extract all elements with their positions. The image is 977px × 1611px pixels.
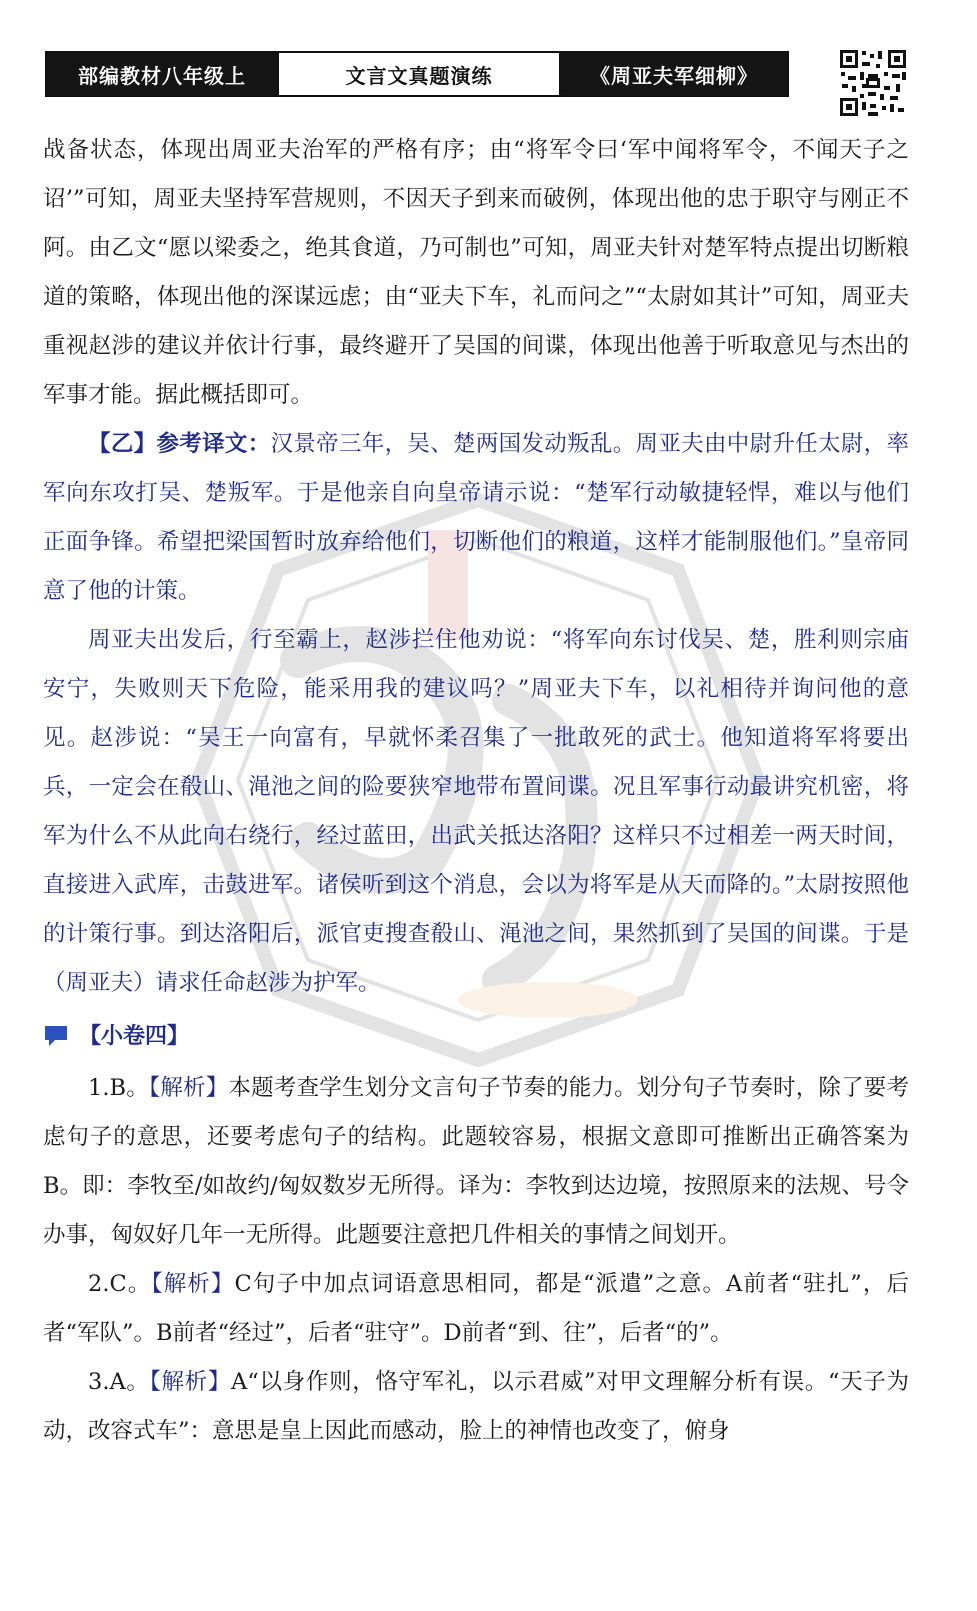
translation-paragraph-2: 周亚夫出发后，行至霸上，赵涉拦住他劝说：“将军向东讨伐吴、楚，胜利则宗庙安宁，失败则天下危险，能采用我的建议吗？”周亚夫下车，以礼相待并询问他的意见。赵涉说：“吴王一向富有，早就怀柔召集了一批敢死的武士。他知道将军将要出兵，一定会在殽山、渑池之间的险要狭窄地带布置间谍。况且军事行动最讲究机密，将军为什么不从此向右绕行，经过蓝田，出武关抵达洛阳？这样只不过相差一两天时间，直接进入武库，击鼓进军。诸侯听到这个消息，会以为将军是从天而降的。”太尉按照他的计策行事。到达洛阳后，派官吏搜查殽山、渑池之间，果然抓到了吴国的间谍。于是（周亚夫）请求任命赵涉为护军。 xyxy=(43,627,909,996)
answer-tag: 【解析】 xyxy=(149,1369,232,1395)
answer-3 xyxy=(43,1358,909,1456)
answer-number: 2.C。 xyxy=(88,1271,152,1297)
page-header xyxy=(45,51,789,97)
document-body xyxy=(43,126,909,1456)
answer-text: 本题考查学生划分文言句子节奏的能力。划分句子节奏时，除了要考虑句子的意思，还要考虑句子的结构。此题较容易，根据文意即可推断出正确答案为B。即：李牧至/如故约/匈奴数岁无所得。译为：李牧到达边境，按照原来的法规、号令办事，匈奴好几年一无所得。此题要注意把几件相关的事情之间划开。 xyxy=(43,1075,909,1248)
answer-2 xyxy=(43,1260,909,1358)
section-heading xyxy=(43,1012,909,1060)
header-left: 部编教材八年级上 xyxy=(47,53,277,95)
header-right: 《周亚夫军细柳》 xyxy=(561,53,787,95)
header-center: 文言文真题演练 xyxy=(277,53,561,95)
chat-bubble-icon xyxy=(43,1024,69,1048)
qr-code-icon xyxy=(838,48,908,118)
translation-text-1: 汉景帝三年，吴、楚两国发动叛乱。周亚夫由中尉升任太尉，率军向东攻打吴、楚叛军。于是他亲自向皇帝请示说：“楚军行动敏捷轻悍，难以与他们正面争锋。希望把梁国暂时放弃给他们，切断他们的粮道，这样才能制服他们。”皇帝同意了他的计策。 xyxy=(43,431,909,604)
analysis-paragraph: 战备状态，体现出周亚夫治军的严格有序；由“将军令曰‘军中闻将军令，不闻天子之诏’”可知，周亚夫坚持军营规则，不因天子到来而破例，体现出他的忠于职守与刚正不阿。由乙文“愿以梁委之，绝其食道，乃可制也”可知，周亚夫针对楚军特点提出切断粮道的策略，体现出他的深谋远虑；由“亚夫下车，礼而问之”“太尉如其计”可知，周亚夫重视赵涉的建议并依计行事，最终避开了吴国的间谍，体现出他善于听取意见与杰出的军事才能。据此概括即可。 xyxy=(43,137,909,408)
answer-tag: 【解析】 xyxy=(151,1271,235,1297)
translation-tag: 【乙】参考译文： xyxy=(88,431,271,457)
translation-paragraph-1 xyxy=(43,420,909,616)
section-title: 【小卷四】 xyxy=(79,1023,190,1049)
answer-1 xyxy=(43,1064,909,1260)
answer-number: 1.B。 xyxy=(88,1075,149,1101)
answer-number: 3.A。 xyxy=(88,1369,150,1395)
answer-text: C句子中加点词语意思相同，都是“派遣”之意。A前者“驻扎”，后者“军队”。B前者“经过”，后者“驻守”。D前者“到、往”，后者“的”。 xyxy=(43,1271,909,1346)
answer-text: A“以身作则，恪守军礼，以示君威”对甲文理解分析有误。“天子为动，改容式车”：意思是皇上因此而感动，脸上的神情也改变了，俯身 xyxy=(43,1369,909,1444)
answer-tag: 【解析】 xyxy=(148,1075,229,1101)
